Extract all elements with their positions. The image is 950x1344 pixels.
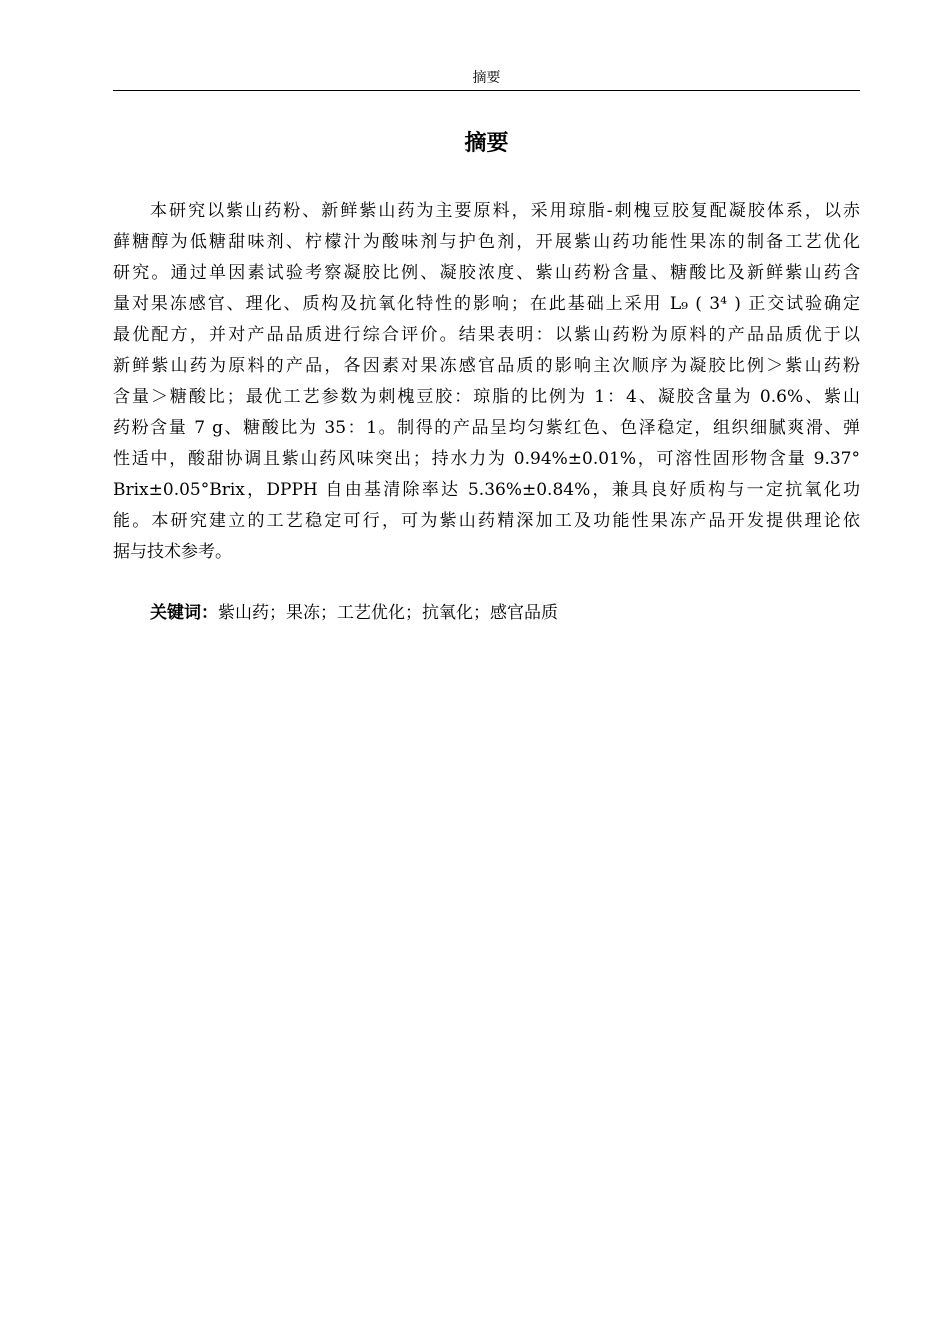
abstract-line: 藓糖醇为低糖甜味剂、柠檬汁为酸味剂与护色剂，开展紫山药功能性果冻的制备工艺优化 — [113, 232, 860, 252]
abstract-line: 据与技术参考。 — [113, 542, 232, 562]
abstract-line: 能。本研究建立的工艺稳定可行，可为紫山药精深加工及功能性果冻产品开发提供理论依 — [113, 511, 860, 531]
abstract-line: 含量＞糖酸比；最优工艺参数为刺槐豆胶：琼脂的比例为 1：4、凝胶含量为 0.6%、紫山 — [113, 387, 860, 407]
abstract-title: 摘要 — [464, 131, 509, 156]
keywords-label: 关键词： — [150, 603, 218, 623]
keywords — [150, 598, 860, 629]
abstract-line: 研究。通过单因素试验考察凝胶比例、凝胶浓度、紫山药粉含量、糖酸比及新鲜紫山药含 — [113, 263, 860, 283]
header-rule — [113, 90, 860, 91]
abstract-line: 性适中，酸甜协调且紫山药风味突出；持水力为 0.94%±0.01%，可溶性固形物含量 9.37° — [113, 449, 860, 469]
abstract-line: Brix±0.05°Brix，DPPH 自由基清除率达 5.36%±0.84%，兼具良好质构与一定抗氧化功 — [113, 480, 860, 500]
running-header: 摘要 — [472, 70, 501, 86]
abstract-line: 量对果冻感官、理化、质构及抗氧化特性的影响；在此基础上采用 L₉ ( 3⁴ ) 正交试验确定 — [113, 294, 860, 314]
abstract-line: 本研究以紫山药粉、新鲜紫山药为主要原料，采用琼脂-刺槐豆胶复配凝胶体系，以赤 — [150, 201, 860, 221]
abstract-line: 新鲜紫山药为原料的产品，各因素对果冻感官品质的影响主次顺序为凝胶比例＞紫山药粉 — [113, 356, 860, 376]
abstract-line: 药粉含量 7 g、糖酸比为 35：1。制得的产品呈均匀紫红色、色泽稳定，组织细腻爽滑、弹 — [113, 418, 860, 438]
keywords-text: 紫山药；果冻；工艺优化；抗氧化；感官品质 — [218, 603, 558, 623]
abstract-line: 最优配方，并对产品品质进行综合评价。结果表明：以紫山药粉为原料的产品品质优于以 — [113, 325, 860, 345]
abstract-body — [113, 196, 860, 568]
